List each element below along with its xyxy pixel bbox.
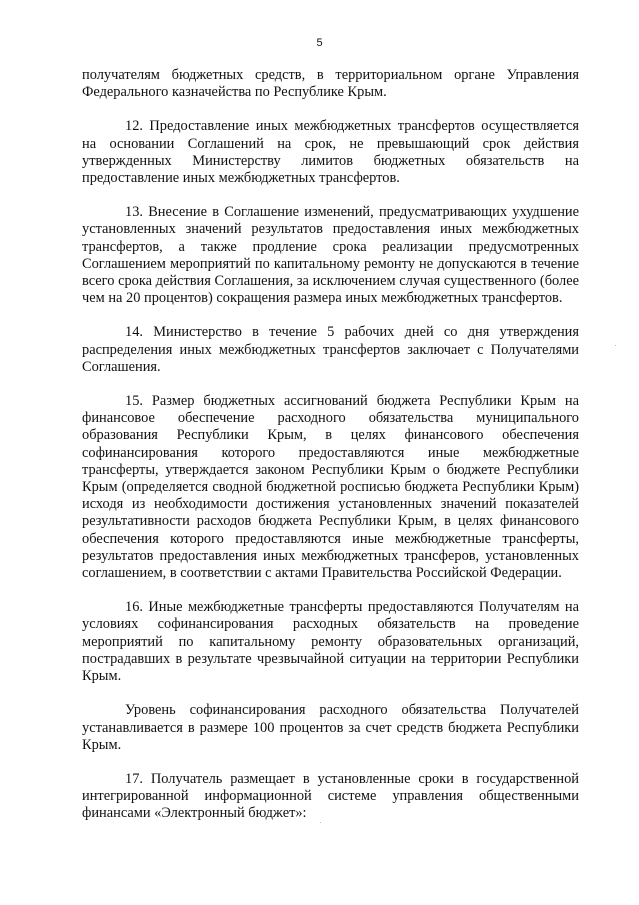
paragraph-16: 16. Иные межбюджетные трансферты предоставляются Получателям на условиях софинансирования расходных обязательств на проведение мероприятий по капитальному ремонту образовательных организаций, пострадавших в результате чрезвычайной ситуации на территории Республики Крым. — [82, 599, 579, 685]
page-number: 5 — [316, 37, 323, 49]
paragraph-continuation: получателям бюджетных средств, в территориальном органе Управления Федерального казначейства по Республике Крым. — [82, 67, 579, 101]
paragraph-15: 15. Размер бюджетных ассигнований бюджета Республики Крым на финансовое обеспечение расходного обязательства муниципального образования Республики Крым, в целях финансового обеспечения софинансирования которого предоставляются иные межбюджетные трансферты, утверждается законом Республики Крым о бюджете Республики Крым (определяется сводной бюджетной росписью бюджета Республики Крым) исходя из необходимости достижения установленных значений показателей результативности расходов бюджета Республики Крым, в целях финансового обеспечения которого предоставляются иные межбюджетные трансферты, результатов предоставления иных межбюджетных трансферов, установленных соглашением, в соответствии с актами Правительства Российской Федерации. — [82, 393, 579, 582]
document-body — [82, 67, 579, 840]
paragraph-14: 14. Министерство в течение 5 рабочих дней со дня утверждения распределения иных межбюджетных трансфертов заключает с Получателями Соглашения. — [82, 324, 579, 375]
paragraph-17: 17. Получатель размещает в установленные сроки в государственной интегрированной информационной системе управления общественными финансами «Электронный бюджет»: — [82, 770, 579, 822]
paragraph-13: 13. Внесение в Соглашение изменений, предусматривающих ухудшение установленных значений результатов предоставления иных межбюджетных трансфертов, а также продление срока реализации предусмотренных Соглашением мероприятий по капитальному ремонту не допускаются в течение всего срока действия Соглашения, за исключением случая существенного (более чем на 20 процентов) сокращения размера иных межбюджетных трансфертов. — [82, 204, 579, 307]
scan-speck — [615, 345, 616, 346]
paragraph-cofinancing-level: Уровень софинансирования расходного обязательства Получателей устанавливается в размере 100 процентов за счет средств бюджета Республики Крым. — [82, 702, 579, 753]
paragraph-12: 12. Предоставление иных межбюджетных трансфертов осуществляется на основании Соглашений на срок, не превышающий срок действия утвержденных Министерству лимитов бюджетных обязательств на предоставление иных межбюджетных трансфертов. — [82, 118, 579, 187]
scan-speck — [320, 822, 321, 823]
